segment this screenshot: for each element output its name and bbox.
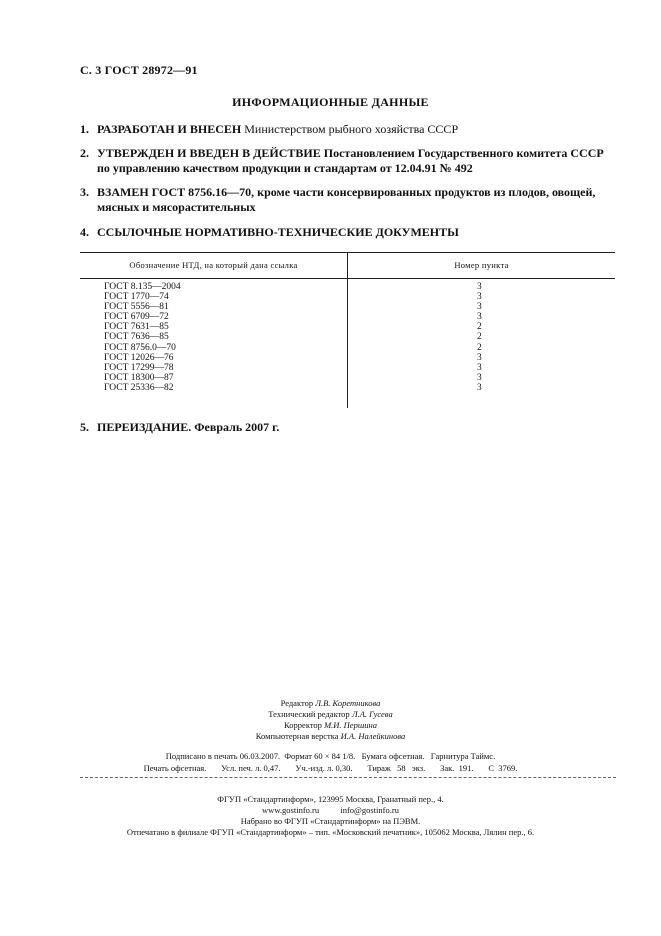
credit-role: Технический редактор bbox=[268, 709, 350, 719]
credit-name: Л.А. Гусева bbox=[351, 709, 393, 719]
row-document: ГОСТ 17299—78 bbox=[104, 362, 174, 373]
table-row bbox=[80, 373, 615, 383]
table-row bbox=[80, 312, 615, 322]
row-point: 2 bbox=[477, 332, 482, 343]
credit-name: И.А. Налейкинова bbox=[340, 731, 406, 741]
row-document: ГОСТ 8756.0—70 bbox=[104, 342, 176, 353]
row-point: 3 bbox=[477, 312, 482, 323]
info-item-4 bbox=[80, 225, 616, 240]
table-header-point: Номер пункта bbox=[454, 260, 509, 270]
item-number: 2. bbox=[80, 146, 89, 160]
table-row bbox=[80, 343, 615, 353]
row-point: 2 bbox=[477, 342, 482, 353]
item-number: 3. bbox=[80, 185, 89, 199]
row-document: ГОСТ 1770—74 bbox=[104, 292, 169, 303]
item-heading: РАЗРАБОТАН И ВНЕСЕН bbox=[97, 122, 242, 136]
row-point: 3 bbox=[477, 292, 482, 303]
row-document: ГОСТ 5556—81 bbox=[104, 302, 169, 313]
item-text: кроме части консервированных продуктов из плодов, овощей, мясных и мясорастительных bbox=[97, 185, 596, 214]
info-item-3 bbox=[80, 185, 616, 215]
credit-name: Л.В. Коретникова bbox=[315, 698, 381, 708]
item-text: Постановлением Государственного комитета СССР по управлению качеством продукции и стандартам от 12.04.91 № 492 bbox=[97, 146, 604, 175]
section-title: ИНФОРМАЦИОННЫЕ ДАННЫЕ bbox=[232, 95, 429, 109]
row-document: ГОСТ 7636—85 bbox=[104, 332, 169, 343]
web-contacts-line: www.gostinfo.ru info@gostinfo.ru bbox=[262, 805, 399, 815]
item-heading: ССЫЛОЧНЫЕ НОРМАТИВНО-ТЕХНИЧЕСКИЕ ДОКУМЕНТЫ bbox=[97, 225, 459, 239]
credit-layout bbox=[0, 731, 661, 742]
table-row bbox=[80, 383, 615, 393]
page-header: С. 3 ГОСТ 28972—91 bbox=[80, 63, 198, 77]
item-heading: УТВЕРЖДЕН И ВВЕДЕН В ДЕЙСТВИЕ bbox=[97, 146, 321, 160]
item-number: 4. bbox=[80, 225, 89, 239]
row-point: 3 bbox=[477, 362, 482, 373]
publisher-line: ФГУП «Стандартинформ», 123995 Москва, Гранатный пер., 4. bbox=[217, 794, 444, 804]
row-point: 3 bbox=[477, 372, 482, 383]
credit-role: Компьютерная верстка bbox=[255, 731, 339, 741]
info-item-5 bbox=[80, 420, 616, 435]
row-document: ГОСТ 6709—72 bbox=[104, 312, 169, 323]
table-row bbox=[80, 302, 615, 312]
row-document: ГОСТ 12026—76 bbox=[104, 352, 174, 363]
item-number: 5. bbox=[80, 420, 89, 434]
info-item-2 bbox=[80, 146, 616, 176]
print-details-line-2: Печать офсетная. Усл. печ. л. 0,47. Уч.-изд. л. 0,30. Тираж 58 экз. Зак. 191. С 3769. bbox=[143, 763, 518, 773]
table-row bbox=[80, 292, 615, 302]
imprint-credits bbox=[0, 698, 661, 742]
row-point: 3 bbox=[477, 352, 482, 363]
table-row bbox=[80, 363, 615, 373]
credit-tech-editor bbox=[0, 709, 661, 720]
item-text: Февраль 2007 г. bbox=[191, 420, 280, 434]
item-number: 1. bbox=[80, 122, 89, 136]
item-heading: ПЕРЕИЗДАНИЕ. bbox=[97, 420, 192, 434]
table-row bbox=[80, 282, 615, 292]
row-point: 3 bbox=[477, 382, 482, 393]
imprint-divider bbox=[80, 777, 616, 778]
info-item-1 bbox=[80, 122, 616, 137]
table-row bbox=[80, 353, 615, 363]
row-document: ГОСТ 25336—82 bbox=[104, 382, 174, 393]
table-row bbox=[80, 322, 615, 332]
credit-editor bbox=[0, 698, 661, 709]
table-row bbox=[80, 332, 615, 342]
credit-name: М.И. Першина bbox=[324, 720, 377, 730]
row-document: ГОСТ 8.135—2004 bbox=[104, 282, 181, 292]
printed-by-line: Отпечатано в филиале ФГУП «Стандартинформ» – тип. «Московский печатник», 105062 Москва, Лялин пер., 6. bbox=[126, 827, 535, 837]
item-text: Министерством рыбного хозяйства СССР bbox=[241, 122, 459, 136]
table-body bbox=[80, 282, 615, 393]
row-document: ГОСТ 7631—85 bbox=[104, 322, 169, 333]
table-header-document: Обозначение НТД, на который дана ссылка bbox=[129, 260, 298, 270]
row-point: 2 bbox=[477, 322, 482, 333]
row-document: ГОСТ 18300—87 bbox=[104, 372, 174, 383]
print-details-line-1: Подписано в печать 06.03.2007. Формат 60 × 84 1/8. Бумага офсетная. Гарнитура Таймс. bbox=[165, 751, 496, 761]
row-point: 3 bbox=[477, 302, 482, 313]
item-heading: ВЗАМЕН ГОСТ 8756.16—70, bbox=[97, 185, 255, 199]
typeset-line: Набрано во ФГУП «Стандартинформ» на ПЭВМ. bbox=[240, 816, 421, 826]
credit-role: Корректор bbox=[284, 720, 322, 730]
row-point: 3 bbox=[477, 282, 482, 292]
credit-role: Редактор bbox=[280, 698, 314, 708]
credit-corrector bbox=[0, 720, 661, 731]
